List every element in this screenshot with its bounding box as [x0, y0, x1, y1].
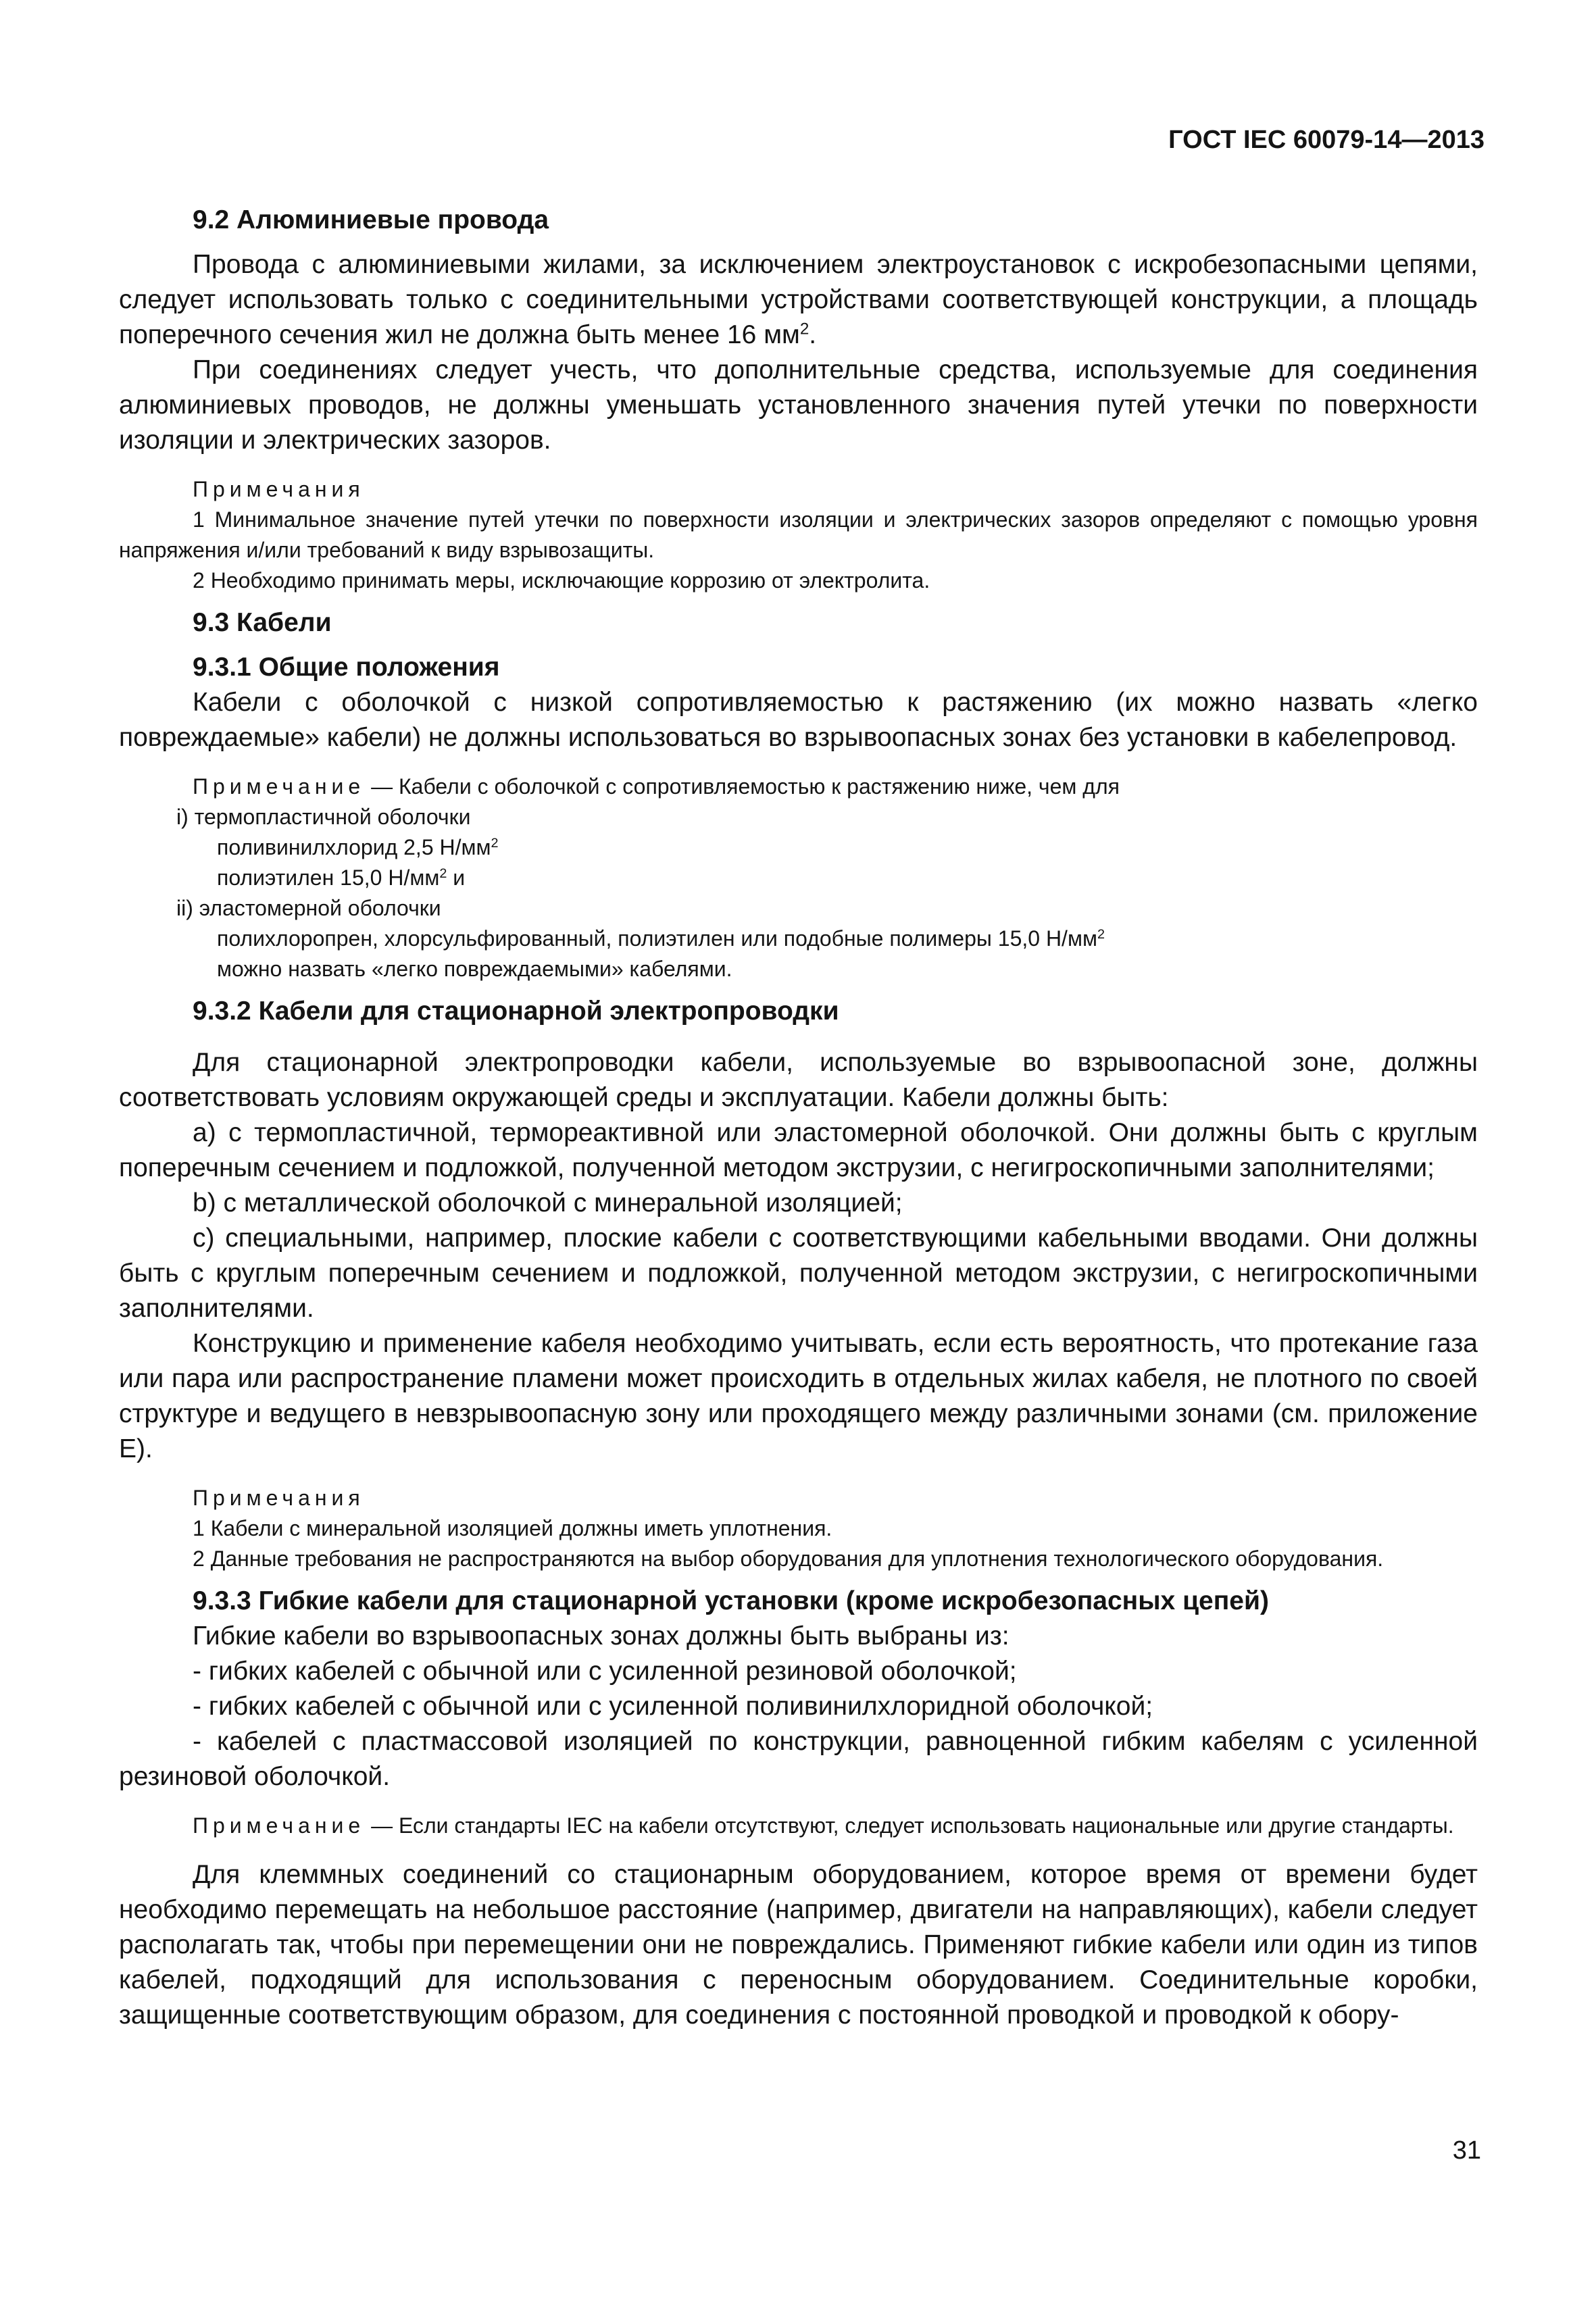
note-text: полихлоропрен, хлорсульфированный, полиэтилен или подобные полимеры 15,0 Н/мм — [217, 926, 1097, 951]
note-text: — Если стандарты IEC на кабели отсутствуют, следует использовать национальные или другие стандарты. — [371, 1813, 1454, 1838]
note-item-ii-a — [119, 924, 1478, 954]
para-text: Провода с алюминиевыми жилами, за исключением электроустановок с искробезопасными цепями, следует использовать только с соединительными устройствами соответствующей конструкции, а площадь поперечного сечения жил не должна быть менее 16 мм — [119, 250, 1478, 349]
list-item: - гибких кабелей с обычной или с усиленной поливинилхлоридной оболочкой; — [193, 1692, 1153, 1721]
note-item-i-a — [119, 832, 1478, 863]
note-standards — [119, 1811, 1478, 1841]
note-label: Примечание — [193, 774, 366, 799]
superscript: 2 — [439, 866, 447, 882]
note-2: 2 Необходимо принимать меры, исключающие коррозию от электролита. — [193, 568, 930, 593]
page-number: 31 — [1452, 2136, 1481, 2165]
section-9-3-3-title: 9.3.3 Гибкие кабели для стационарной установки (кроме искробезопасных цепей) — [193, 1586, 1269, 1615]
note-item-i: i) термопластичной оболочки — [176, 805, 471, 829]
section-9-3-1-title: 9.3.1 Общие положения — [193, 653, 500, 682]
note-1: 1 Минимальное значение путей утечки по поверхности изоляции и электрических зазоров определяют с помощью уровня напряжения и/или требований к виду взрывозащиты. — [119, 507, 1478, 562]
section-9-3-2-item-a: а) с термопластичной, термореактивной или эластомерной оболочкой. Они должны быть с круглым поперечным сечением и подложкой, полученной методом экструзии, с негигроскопичными заполнителями; — [119, 1118, 1478, 1182]
section-9-3-title: 9.3 Кабели — [193, 608, 332, 637]
section-9-3-3-paragraph-2: Для клеммных соединений со стационарным оборудованием, которое время от времени будет необходимо перемещать на небольшое расстояние (например, двигатели на направляющих), кабели следует располагать так, чтобы при перемещении они не повреждались. Применяют гибкие кабели или один из типов кабелей, подходящий для использования с переносным оборудованием. Соединительные коробки, защищенные соответствующим образом, для соединения с постоянной проводкой и проводкой к обору- — [119, 1860, 1478, 2030]
notes-label: Примечания — [193, 477, 365, 501]
superscript: 2 — [491, 836, 499, 851]
note-text: полиэтилен 15,0 Н/мм — [217, 865, 440, 890]
note-text: и — [447, 865, 466, 890]
page-body — [119, 203, 1478, 2033]
superscript: 2 — [799, 320, 809, 338]
note-label: Примечание — [193, 1813, 366, 1838]
section-9-2-paragraph-2: При соединениях следует учесть, что дополнительные средства, используемые для соединения алюминиевых проводов, не должны уменьшать установленного значения путей утечки по поверхности изоляции и электрических зазоров. — [119, 355, 1478, 455]
note-1: 1 Кабели с минеральной изоляцией должны иметь уплотнения. — [193, 1516, 832, 1540]
list-item: - кабелей с пластмассовой изоляцией по конструкции, равноценной гибким кабелям с усиленной резиновой оболочкой. — [119, 1727, 1478, 1791]
note-item-ii: ii) эластомерной оболочки — [176, 896, 441, 920]
section-9-3-2-paragraph-2: Конструкцию и применение кабеля необходимо учитывать, если есть вероятность, что протекание газа или пара или распространение пламени может происходить в отдельных жилах кабеля, не плотного по своей структуре и ведущего в невзрывоопасную зону или проходящего между различными зонами (см. приложение Е). — [119, 1329, 1478, 1463]
section-9-2-title: 9.2 Алюминиевые провода — [193, 205, 549, 234]
section-9-3-2-paragraph-1: Для стационарной электропроводки кабели, используемые во взрывоопасной зоне, должны соответствовать условиям окружающей среды и эксплуатации. Кабели должны быть: — [119, 1048, 1478, 1112]
section-9-3-2-item-b: b) с металлической оболочкой с минеральной изоляцией; — [193, 1188, 903, 1217]
document-code: ГОСТ IEC 60079-14—2013 — [1168, 126, 1485, 154]
note-text: поливинилхлорид 2,5 Н/мм — [217, 835, 491, 859]
note-item-ii-b: можно назвать «легко повреждаемыми» кабелями. — [217, 957, 732, 981]
notes-label: Примечания — [193, 1486, 365, 1510]
section-9-2-paragraph-1 — [119, 247, 1478, 353]
section-9-3-2-item-c: с) специальными, например, плоские кабели с соответствующими кабельными вводами. Они должны быть с круглым поперечным сечением и подложкой, полученной методом экструзии, с негигроскопичными заполнителями. — [119, 1224, 1478, 1323]
note-text: — Кабели с оболочкой с сопротивляемостью к растяжению ниже, чем для — [371, 774, 1120, 799]
note-2: 2 Данные требования не распространяются на выбор оборудования для уплотнения технологического оборудования. — [193, 1546, 1384, 1571]
section-9-3-1-paragraph: Кабели с оболочкой с низкой сопротивляемостью к растяжению (их можно назвать «легко повреждаемые» кабели) не должны использоваться во взрывоопасных зонах без установки в кабелепровод. — [119, 688, 1478, 752]
section-9-3-2-title: 9.3.2 Кабели для стационарной электропроводки — [193, 997, 839, 1026]
para-text: . — [809, 320, 817, 349]
note-item-i-b — [119, 863, 1478, 893]
section-9-3-3-paragraph-1: Гибкие кабели во взрывоопасных зонах должны быть выбраны из: — [193, 1621, 1009, 1651]
list-item: - гибких кабелей с обычной или с усиленной резиновой оболочкой; — [193, 1657, 1017, 1686]
superscript: 2 — [1097, 927, 1105, 942]
note-cable-sheath — [119, 772, 1478, 802]
